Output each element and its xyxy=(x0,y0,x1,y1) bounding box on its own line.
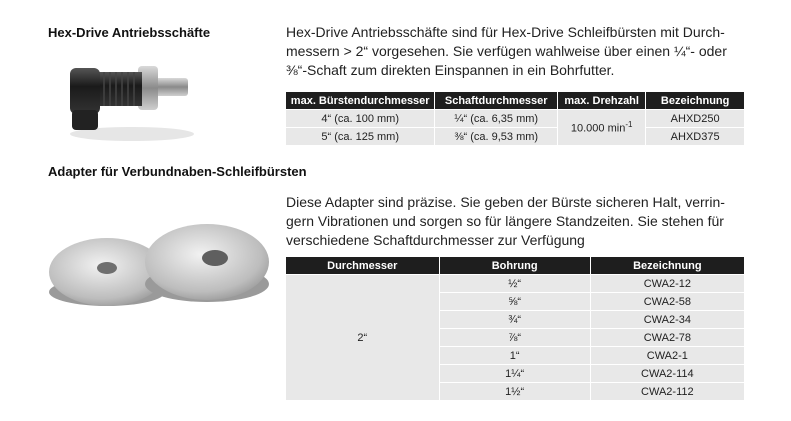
speed-value: 10.000 min xyxy=(570,122,626,135)
col-header: max. Drehzahl xyxy=(558,92,646,110)
table-cell: CWA2-114 xyxy=(590,365,744,383)
table-cell: CWA2-58 xyxy=(590,293,744,311)
table-cell: ⅞“ xyxy=(439,329,590,347)
diameter-cell: 2“ xyxy=(286,275,440,401)
col-header: Durchmesser xyxy=(286,257,440,275)
table-cell: ¼“ (ca. 6,35 mm) xyxy=(435,110,558,128)
section2-title: Adapter für Verbundnaben-Schleifbürsten xyxy=(48,164,307,179)
table-row xyxy=(286,128,745,146)
adapter-washers-image xyxy=(45,200,275,320)
text-line: Diese Adapter sind präzise. Sie geben der Bürste sicheren Halt, verrin- xyxy=(286,194,725,210)
col-header: Schaftdurchmesser xyxy=(435,92,558,110)
speed-exponent: -1 xyxy=(625,120,633,130)
section1-description xyxy=(286,23,727,80)
table-row xyxy=(286,275,745,293)
text-line: messern > 2“ vorgesehen. Sie verfügen wahlweise über einen ¼“- oder xyxy=(286,43,727,59)
table-cell: ⅜“ (ca. 9,53 mm) xyxy=(435,128,558,146)
hex-drive-table xyxy=(285,91,745,146)
table-cell: ½“ xyxy=(439,275,590,293)
table-cell: CWA2-12 xyxy=(590,275,744,293)
table-cell: 1½“ xyxy=(439,383,590,401)
text-line: verschiedene Schaftdurchmesser zur Verfügung xyxy=(286,232,585,248)
table-row xyxy=(286,110,745,128)
col-header: Bezeichnung xyxy=(590,257,744,275)
table-cell: AHXD375 xyxy=(646,128,745,146)
speed-cell xyxy=(558,110,646,146)
table-cell: 1¼“ xyxy=(439,365,590,383)
table-header-row xyxy=(286,257,745,275)
col-header: Bohrung xyxy=(439,257,590,275)
text-line: Hex-Drive Antriebsschäfte sind für Hex-Drive Schleifbürsten mit Durch- xyxy=(286,24,725,40)
col-header: Bezeichnung xyxy=(646,92,745,110)
table-cell: AHXD250 xyxy=(646,110,745,128)
table-cell: 4“ (ca. 100 mm) xyxy=(286,110,435,128)
text-line: gern Vibrationen und sorgen so für längere Standzeiten. Sie stehen für xyxy=(286,213,724,229)
adapter-table xyxy=(285,256,745,401)
table-cell: ¾“ xyxy=(439,311,590,329)
table-cell: CWA2-112 xyxy=(590,383,744,401)
table-cell: CWA2-78 xyxy=(590,329,744,347)
section1-title: Hex-Drive Antriebsschäfte xyxy=(48,25,211,40)
table-cell: CWA2-1 xyxy=(590,347,744,365)
table-header-row xyxy=(286,92,745,110)
col-header: max. Bürstendurchmesser xyxy=(286,92,435,110)
text-line: ⅜“-Schaft zum direkten Einspannen in ein Bohrfutter. xyxy=(286,62,615,78)
section2-description xyxy=(286,193,725,250)
table-cell: CWA2-34 xyxy=(590,311,744,329)
table-cell: ⅝“ xyxy=(439,293,590,311)
table-cell: 1“ xyxy=(439,347,590,365)
hex-drive-shaft-image xyxy=(60,50,200,145)
table-cell: 5“ (ca. 125 mm) xyxy=(286,128,435,146)
